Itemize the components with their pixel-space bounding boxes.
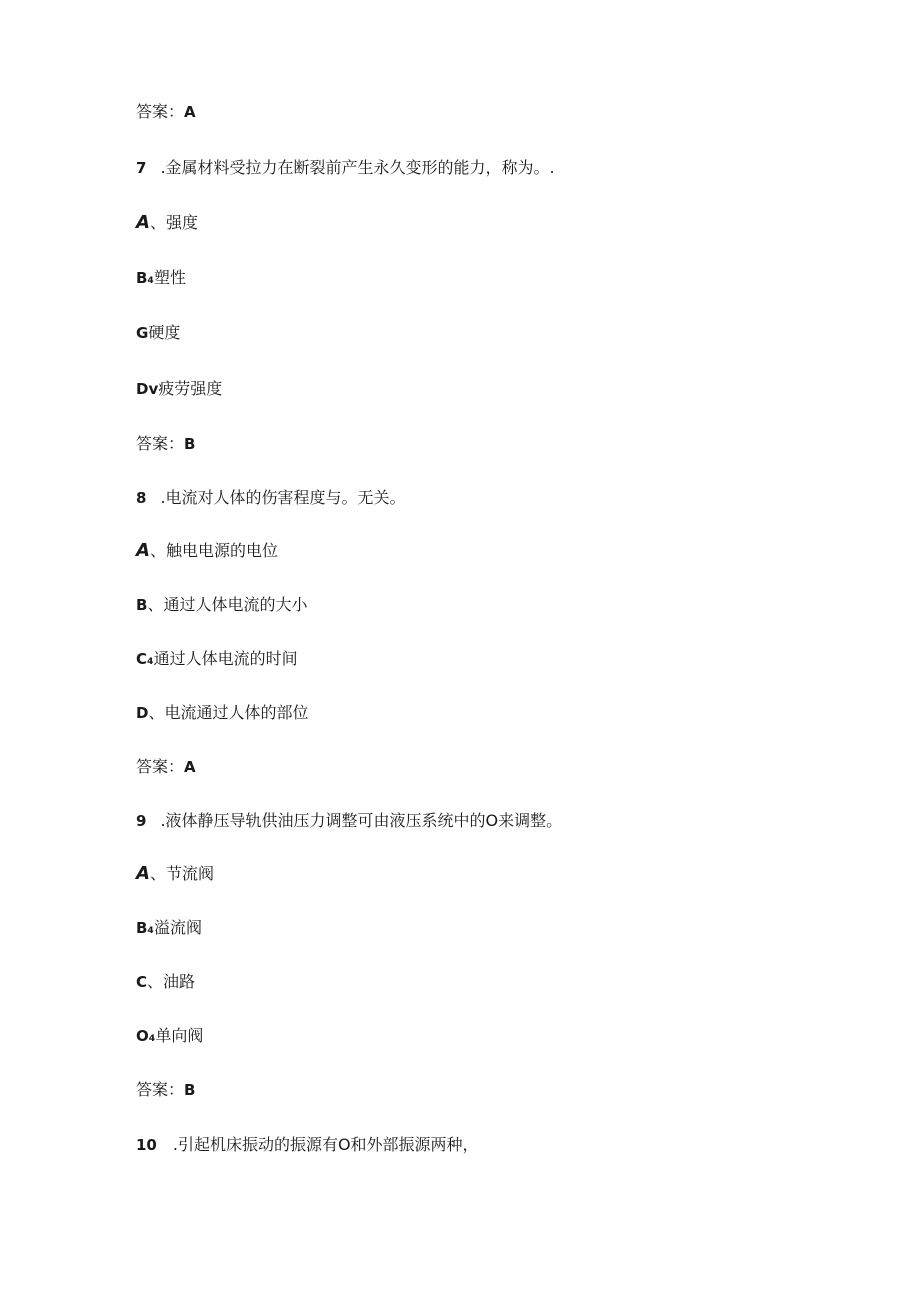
option-text: 硬度: [148, 323, 181, 342]
option-line: [136, 702, 308, 724]
question-text: .金属材料受拉力在断裂前产生永久变形的能力，称为。.: [160, 158, 555, 177]
option-text: 电流通过人体的部位: [164, 703, 309, 722]
option-label: A: [136, 863, 150, 884]
option-separator: 、: [149, 864, 166, 883]
answer-line: [136, 1079, 195, 1101]
question-number: 9: [136, 812, 147, 830]
answer-value: A: [184, 758, 196, 776]
question-line: [136, 487, 406, 509]
option-line: [136, 971, 195, 993]
option-label: A: [136, 540, 150, 561]
answer-line: [136, 433, 195, 455]
option-label: O₄: [136, 1027, 156, 1045]
option-label: Dv: [136, 380, 159, 398]
answer-label: 答案：: [136, 757, 185, 776]
option-line: [136, 212, 198, 234]
question-line: [136, 1134, 479, 1156]
option-label: C₄: [136, 650, 154, 668]
question-text: .引起机床振动的振源有O和外部振源两种，: [172, 1135, 479, 1154]
answer-label: 答案：: [136, 434, 185, 453]
option-text: 通过人体电流的时间: [153, 649, 298, 668]
option-line: [136, 322, 180, 344]
option-line: [136, 917, 202, 939]
option-text: 节流阀: [165, 864, 214, 883]
option-line: [136, 540, 278, 562]
option-label: B₄: [136, 269, 155, 287]
option-separator: 、: [147, 972, 164, 991]
option-line: [136, 648, 298, 670]
option-text: 通过人体电流的大小: [163, 595, 308, 614]
answer-line: [136, 756, 196, 778]
question-line: [136, 157, 555, 179]
answer-label: 答案：: [136, 1080, 185, 1099]
option-text: 单向阀: [155, 1026, 204, 1045]
answer-value: B: [184, 1081, 196, 1099]
option-separator: 、: [149, 213, 166, 232]
answer-value: A: [184, 103, 196, 121]
question-number: 10: [136, 1136, 157, 1154]
option-line: [136, 267, 186, 289]
option-separator: 、: [148, 703, 165, 722]
option-label: A: [136, 212, 150, 233]
option-label: B: [136, 596, 148, 614]
option-line: [136, 1025, 203, 1047]
question-text: .电流对人体的伤害程度与。无关。: [160, 488, 406, 507]
option-label: G: [136, 324, 149, 342]
option-label: B₄: [136, 919, 155, 937]
option-separator: 、: [149, 541, 166, 560]
option-text: 疲劳强度: [158, 379, 223, 398]
option-line: [136, 594, 307, 616]
option-line: [136, 863, 214, 885]
answer-line: [136, 101, 196, 123]
option-label: D: [136, 704, 149, 722]
option-text: 塑性: [154, 268, 187, 287]
option-text: 油路: [163, 972, 196, 991]
question-text: .液体静压导轨供油压力调整可由液压系统中的O来调整。: [160, 811, 563, 830]
option-text: 强度: [165, 213, 198, 232]
question-line: [136, 810, 562, 832]
question-number: 7: [136, 159, 147, 177]
option-label: C: [136, 973, 148, 991]
question-number: 8: [136, 489, 147, 507]
option-text: 溢流阀: [154, 918, 203, 937]
answer-value: B: [184, 435, 196, 453]
option-text: 触电电源的电位: [165, 541, 278, 560]
answer-label: 答案：: [136, 102, 185, 121]
option-line: [136, 378, 222, 400]
option-separator: 、: [147, 595, 164, 614]
